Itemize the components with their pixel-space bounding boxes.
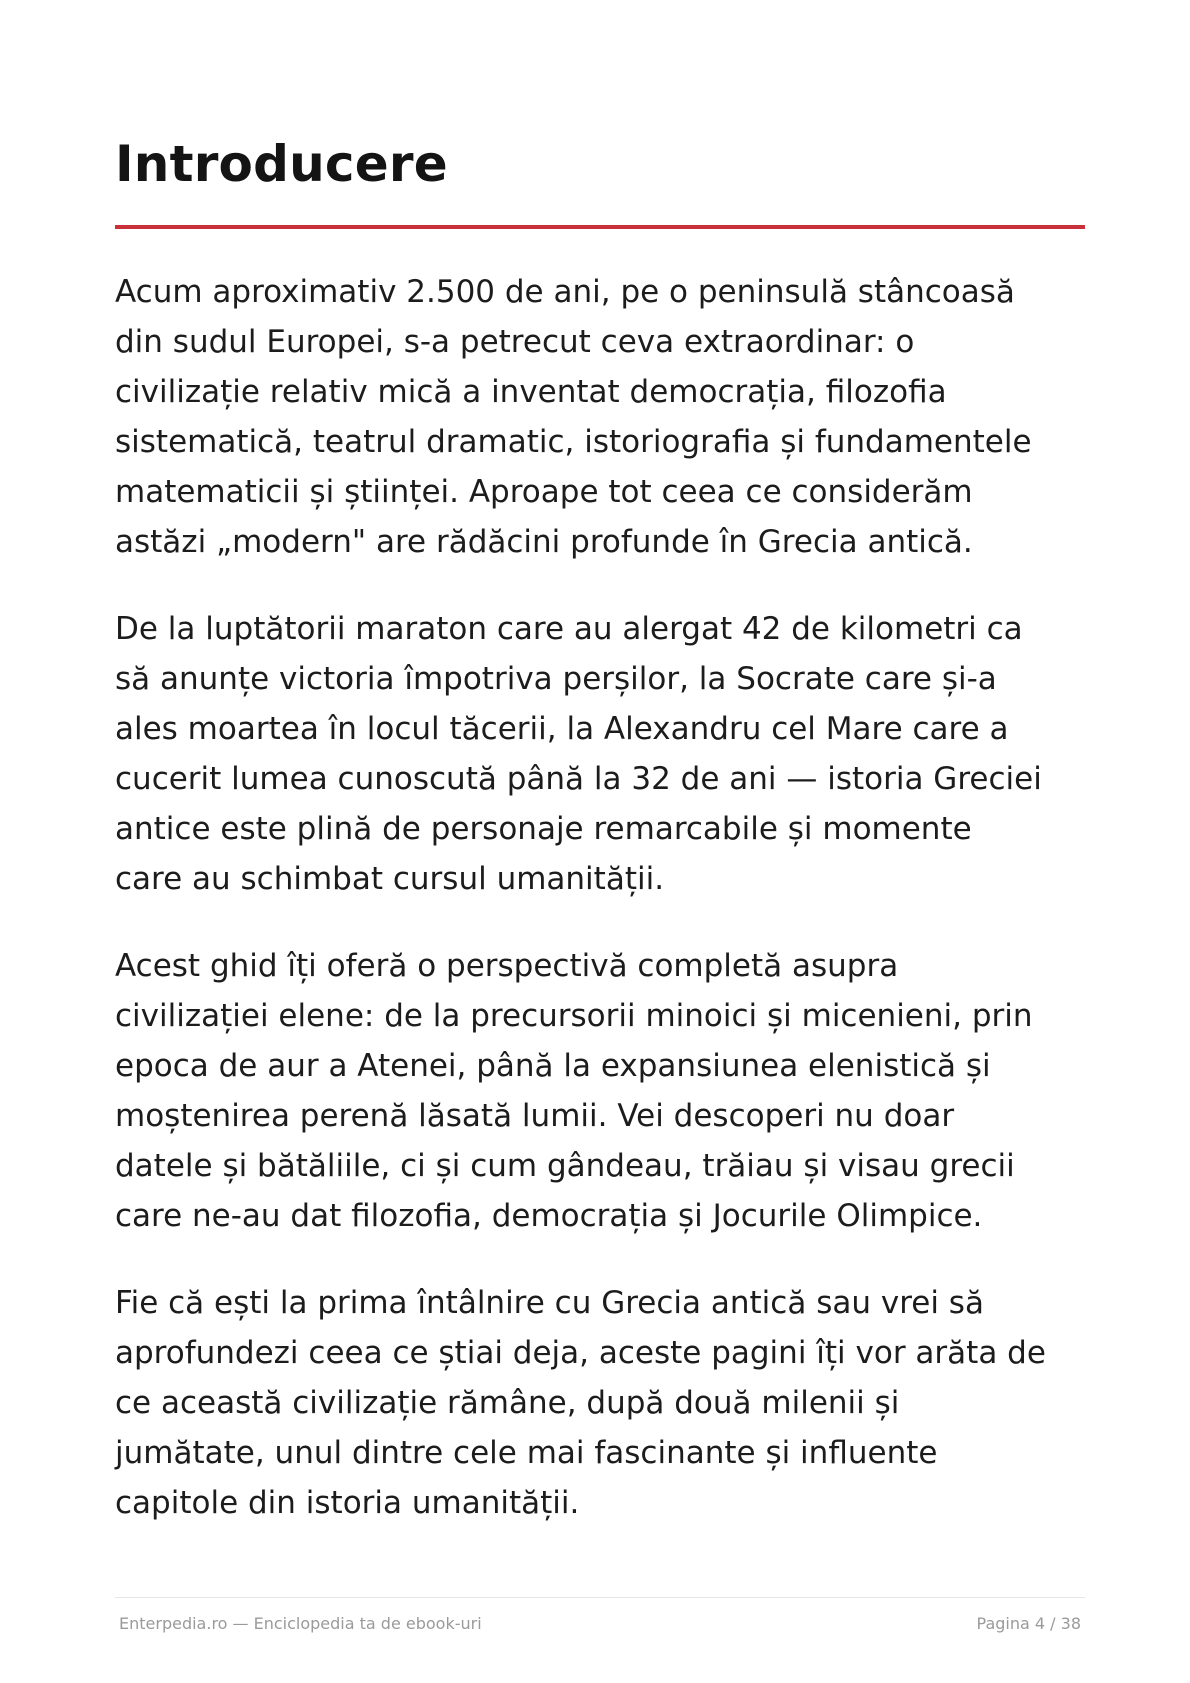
paragraph-line: Fie că ești la prima întâlnire cu Grecia antică sau vrei să	[115, 1285, 984, 1321]
paragraph-line: moștenirea perenă lăsată lumii. Vei descoperi nu doar	[115, 1098, 955, 1134]
paragraph-line: epoca de aur a Atenei, până la expansiunea elenistică și	[115, 1048, 991, 1084]
paragraph-line: antice este plină de personaje remarcabile și momente	[115, 811, 972, 847]
paragraph-line: care au schimbat cursul umanității.	[115, 861, 665, 897]
paragraph-line: astăzi „modern" are rădăcini profunde în Grecia antică.	[115, 524, 973, 560]
paragraph-line: jumătate, unul dintre cele mai fascinante și influente	[115, 1435, 938, 1471]
paragraph-line: să anunțe victoria împotriva perșilor, la Socrate care și-a	[115, 661, 997, 697]
paragraph-line: De la luptătorii maraton care au alergat 42 de kilometri ca	[115, 611, 1023, 647]
chapter-body	[115, 267, 1095, 1565]
paragraph-line: care ne-au dat filozofia, democrația și Jocurile Olimpice.	[115, 1198, 983, 1234]
chapter-title: Introducere	[115, 135, 448, 193]
paragraph-2	[115, 604, 1095, 904]
paragraph-line: sistematică, teatrul dramatic, istoriografia și fundamentele	[115, 424, 1032, 460]
paragraph-line: ce această civilizație rămâne, după două milenii și	[115, 1385, 900, 1421]
paragraph-line: din sudul Europei, s-a petrecut ceva extraordinar: o	[115, 324, 915, 360]
paragraph-line: cucerit lumea cunoscută până la 32 de ani — istoria Greciei	[115, 761, 1042, 797]
paragraph-line: matematicii și științei. Aproape tot ceea ce considerăm	[115, 474, 973, 510]
paragraph-1	[115, 267, 1095, 567]
paragraph-4	[115, 1278, 1095, 1528]
paragraph-line: aprofundezi ceea ce știai deja, aceste pagini îți vor arăta de	[115, 1335, 1046, 1371]
paragraph-line: datele și bătăliile, ci și cum gândeau, trăiau și visau grecii	[115, 1148, 1015, 1184]
paragraph-line: Acest ghid îți oferă o perspectivă completă asupra	[115, 948, 899, 984]
paragraph-line: ales moartea în locul tăcerii, la Alexandru cel Mare care a	[115, 711, 1009, 747]
paragraph-line: capitole din istoria umanității.	[115, 1485, 580, 1521]
footer-page-number: Pagina 4 / 38	[976, 1614, 1081, 1633]
title-underline	[115, 225, 1085, 229]
paragraph-line: civilizației elene: de la precursorii minoici și micenieni, prin	[115, 998, 1033, 1034]
paragraph-3	[115, 941, 1095, 1241]
document-page	[115, 0, 1085, 1683]
paragraph-line: civilizație relativ mică a inventat democrația, filozofia	[115, 374, 947, 410]
paragraph-line: Acum aproximativ 2.500 de ani, pe o peninsulă stâncoasă	[115, 274, 1015, 310]
footer-divider	[115, 1597, 1085, 1598]
footer-site-label: Enterpedia.ro — Enciclopedia ta de ebook-uri	[119, 1614, 482, 1633]
